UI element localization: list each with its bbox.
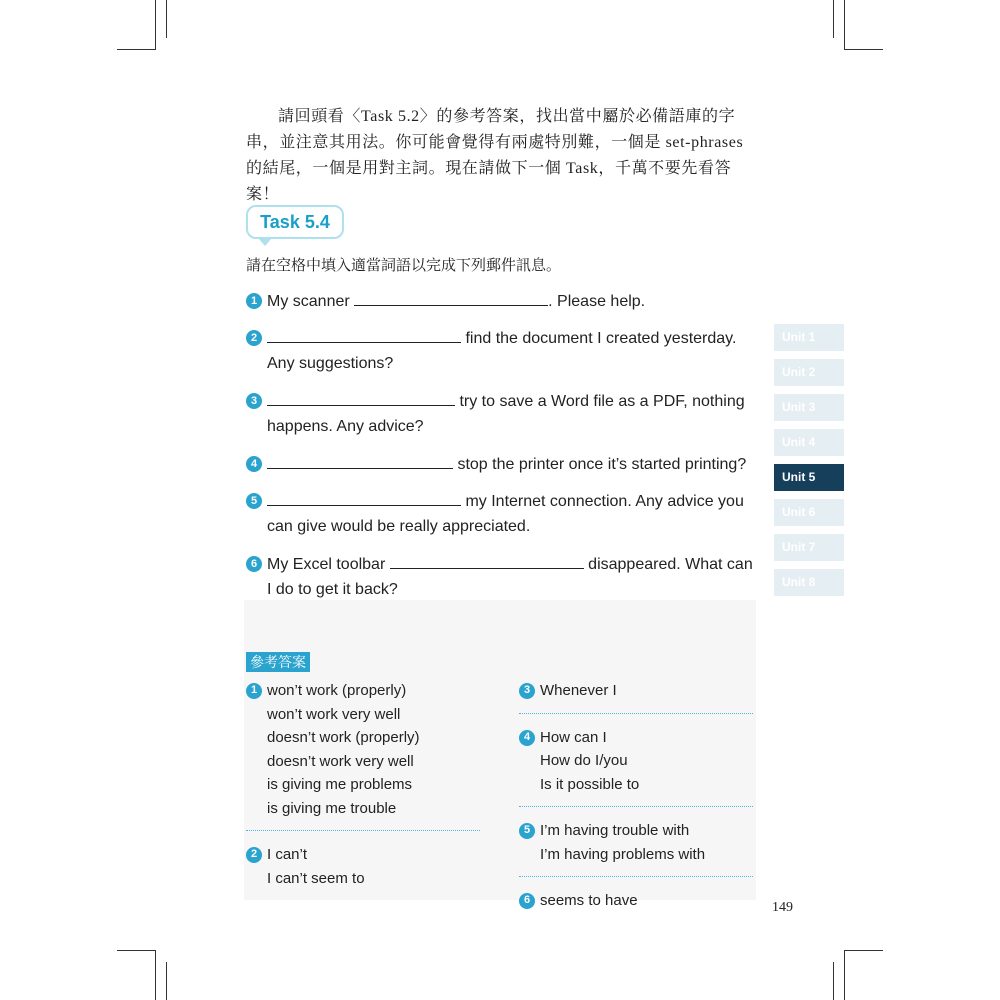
page-number: 149 [772, 900, 793, 915]
answer-line: I’m having trouble with [540, 822, 690, 839]
unit-tabs [774, 324, 844, 604]
question-text-after: find the document I created yesterday. Any suggestions? [267, 330, 737, 372]
answer-6 [519, 889, 753, 913]
answer-line: I’m having problems with [540, 845, 706, 863]
answer-blank[interactable] [267, 391, 455, 406]
answers-right-column [519, 679, 753, 913]
question-3 [246, 389, 756, 439]
answer-line: Is it possible to [540, 775, 640, 793]
crop-mark [166, 962, 167, 1000]
number-badge: 4 [246, 456, 262, 472]
tab-unit-2[interactable]: Unit 2 [774, 359, 844, 386]
answer-2 [246, 843, 480, 890]
answer-line: won’t work (properly) [267, 682, 407, 699]
answer-5 [519, 819, 753, 866]
tab-unit-6[interactable]: Unit 6 [774, 499, 844, 526]
tab-unit-8[interactable]: Unit 8 [774, 569, 844, 596]
question-4 [246, 452, 756, 477]
answer-1 [246, 679, 480, 820]
question-text-before: My Excel toolbar [267, 556, 386, 573]
question-text-after: . Please help. [548, 293, 646, 310]
question-text-before: My scanner [267, 293, 350, 310]
question-6 [246, 552, 756, 602]
question-text-after: disappeared. What can I do to get it back? [267, 556, 753, 598]
crop-mark [833, 0, 834, 38]
question-5 [246, 489, 756, 539]
answer-line: seems to have [540, 892, 638, 909]
crop-mark [833, 962, 834, 1000]
divider [519, 876, 753, 877]
number-badge: 6 [519, 893, 535, 909]
answer-blank[interactable] [390, 554, 584, 569]
question-text-after: stop the printer once it’s started printing? [457, 456, 747, 473]
question-2 [246, 326, 756, 376]
answer-line: is giving me problems [267, 776, 413, 793]
number-badge: 5 [246, 493, 262, 509]
crop-mark [166, 0, 167, 38]
question-text-after: try to save a Word file as a PDF, nothing happens. Any advice? [267, 393, 745, 435]
answers-left-column [246, 679, 480, 890]
tab-unit-4[interactable]: Unit 4 [774, 429, 844, 456]
crop-mark [844, 49, 883, 50]
question-1 [246, 289, 756, 314]
answer-line: Whenever I [540, 682, 617, 699]
tab-unit-3[interactable]: Unit 3 [774, 394, 844, 421]
number-badge: 1 [246, 293, 262, 309]
answer-line: I can’t seem to [267, 869, 365, 887]
answer-4 [519, 726, 753, 797]
number-badge: 3 [246, 393, 262, 409]
task-label: Task 5.4 [246, 205, 344, 239]
answer-blank[interactable] [267, 491, 461, 506]
crop-mark [155, 0, 156, 50]
number-badge: 2 [246, 330, 262, 346]
tab-unit-7[interactable]: Unit 7 [774, 534, 844, 561]
tab-unit-1[interactable]: Unit 1 [774, 324, 844, 351]
question-text-after: my Internet connection. Any advice you can give would be really appreciated. [267, 493, 744, 535]
answer-blank[interactable] [267, 454, 453, 469]
answers-label: 參考答案 [246, 652, 310, 672]
crop-mark [844, 0, 845, 50]
answer-line: doesn’t work very well [267, 752, 414, 770]
answer-3 [519, 679, 753, 703]
crop-mark [844, 950, 845, 1000]
crop-mark [844, 950, 883, 951]
intro-paragraph: 請回頭看〈Task 5.2〉的參考答案，找出當中屬於必備語庫的字串，並注意其用法。你可能會覺得有兩處特別難，一個是 set-phrases 的結尾，一個是用對主詞。現在請做下一個 Task，千萬不要先看答案！ [246, 108, 744, 203]
answer-line: How can I [540, 728, 607, 746]
number-badge: 6 [246, 556, 262, 572]
crop-mark [155, 950, 156, 1000]
answer-line: won’t work very well [267, 705, 401, 723]
divider [519, 713, 753, 714]
answer-line: I can’t [267, 846, 308, 863]
divider [246, 830, 480, 831]
number-badge: 5 [519, 823, 535, 839]
number-badge: 3 [519, 683, 535, 699]
divider [519, 806, 753, 807]
crop-mark [117, 49, 156, 50]
answer-line: doesn’t work (properly) [267, 729, 420, 746]
answer-blank[interactable] [354, 291, 548, 306]
tab-unit-5[interactable]: Unit 5 [774, 464, 844, 491]
number-badge: 2 [246, 847, 262, 863]
answer-line: How do I/you [540, 752, 628, 769]
number-badge: 4 [519, 730, 535, 746]
answer-blank[interactable] [267, 328, 461, 343]
answer-line: is giving me trouble [267, 799, 397, 817]
crop-mark [117, 950, 156, 951]
number-badge: 1 [246, 683, 262, 699]
instruction: 請在空格中填入適當詞語以完成下列郵件訊息。 [246, 257, 562, 274]
